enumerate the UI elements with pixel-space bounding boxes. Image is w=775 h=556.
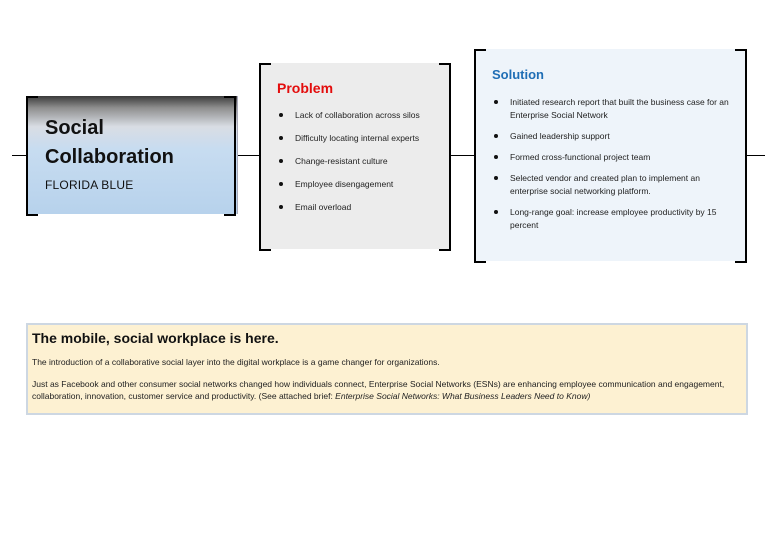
bullet-icon xyxy=(279,205,283,209)
bullet-icon xyxy=(279,159,283,163)
problem-item: Change-resistant culture xyxy=(277,155,447,168)
callout-box xyxy=(26,323,748,415)
callout-paragraph-2-text: Just as Facebook and other consumer social networks changed how individuals connect, Enterprise Social Networks (ESNs) are enhancing employee communication and engagement, collaboration, innovation, customer service and productivity. (See attached brief: xyxy=(32,379,725,401)
problem-bracket-right xyxy=(439,63,451,251)
bullet-icon xyxy=(494,176,498,180)
problem-item: Difficulty locating internal experts xyxy=(277,132,447,145)
problem-list xyxy=(277,109,447,224)
problem-heading: Problem xyxy=(277,80,334,96)
connector-line-title-problem xyxy=(236,155,259,156)
title-line-1: Social xyxy=(45,117,104,139)
bullet-icon xyxy=(279,113,283,117)
callout-paragraph-2 xyxy=(32,378,732,402)
title-box xyxy=(26,96,238,214)
title-line-2: Collaboration xyxy=(45,146,174,168)
solution-item: Long-range goal: increase employee productivity by 15 percent xyxy=(492,206,732,232)
bullet-icon xyxy=(494,210,498,214)
solution-list xyxy=(492,96,732,240)
problem-item: Email overload xyxy=(277,201,447,214)
connector-line-left xyxy=(12,155,26,156)
problem-item: Employee disengagement xyxy=(277,178,447,191)
solution-item: Initiated research report that built the business case for an Enterprise Social Network xyxy=(492,96,732,122)
bullet-icon xyxy=(494,134,498,138)
callout-heading: The mobile, social workplace is here. xyxy=(32,330,279,346)
organization-name: FLORIDA BLUE xyxy=(45,178,134,192)
solution-box xyxy=(474,49,747,261)
bullet-icon xyxy=(494,155,498,159)
solution-item: Formed cross-functional project team xyxy=(492,151,732,164)
callout-brief-title: Enterprise Social Networks: What Business Leaders Need to Know) xyxy=(335,391,591,401)
solution-heading: Solution xyxy=(492,67,544,82)
connector-line-right xyxy=(747,155,765,156)
callout-paragraph-1: The introduction of a collaborative social layer into the digital workplace is a game changer for organizations. xyxy=(32,357,440,367)
bullet-icon xyxy=(279,136,283,140)
bullet-icon xyxy=(494,100,498,104)
bullet-icon xyxy=(279,182,283,186)
problem-bracket-left xyxy=(259,63,271,251)
title-bracket-right xyxy=(224,96,236,216)
problem-box xyxy=(259,63,451,249)
solution-bracket-right xyxy=(735,49,747,263)
solution-item: Selected vendor and created plan to implement an enterprise social networking platform. xyxy=(492,172,732,198)
connector-line-problem-solution xyxy=(451,155,474,156)
title-bracket-left xyxy=(26,96,38,216)
problem-item: Lack of collaboration across silos xyxy=(277,109,447,122)
solution-item: Gained leadership support xyxy=(492,130,732,143)
solution-bracket-left xyxy=(474,49,486,263)
diagram-title xyxy=(45,114,174,172)
